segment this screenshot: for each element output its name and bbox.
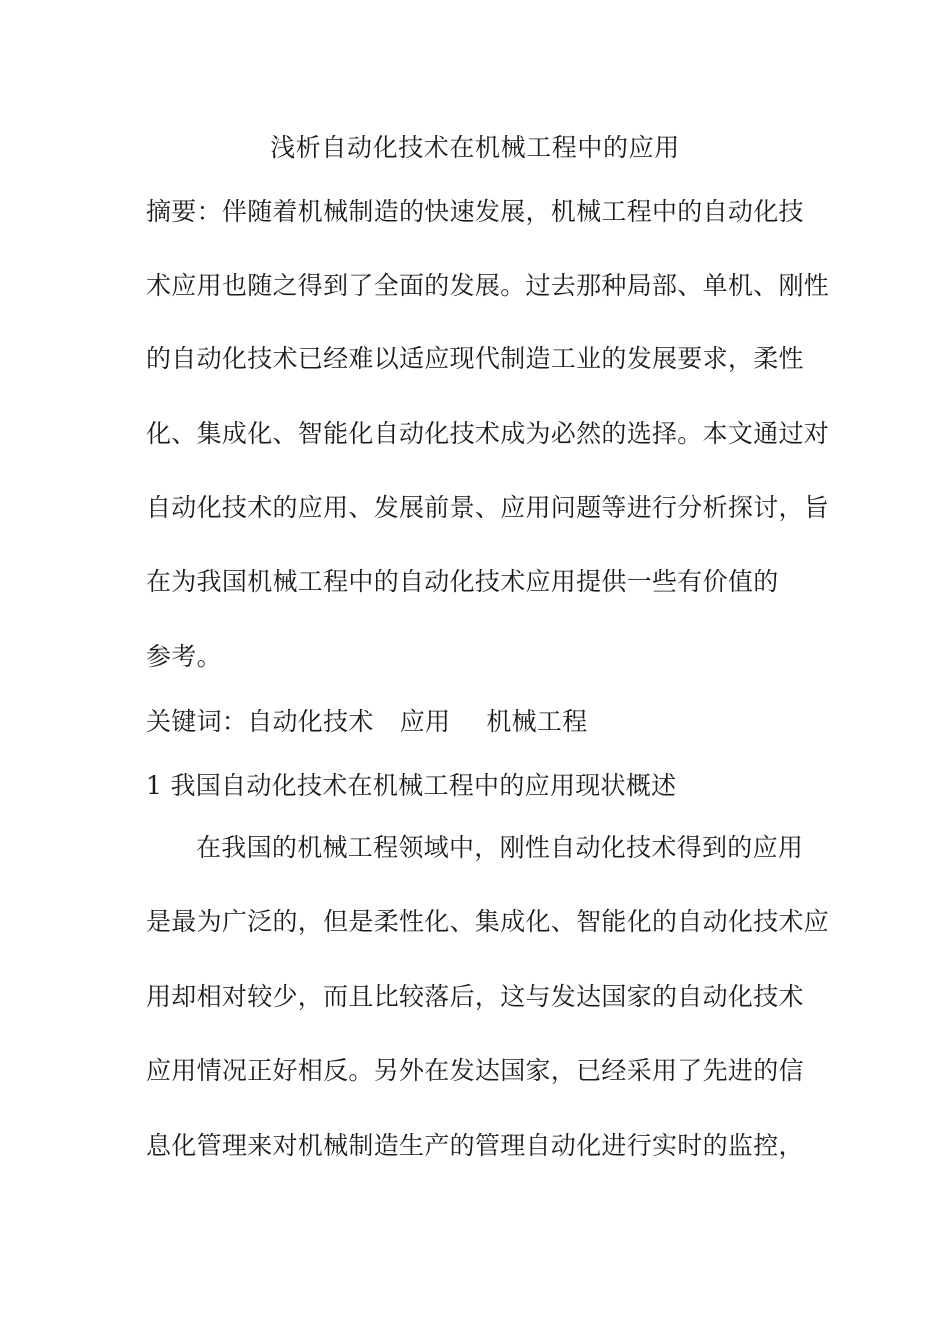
abstract-line-1: 摘要：伴随着机械制造的快速发展，机械工程中的自动化技 — [146, 197, 804, 226]
body-line-2: 是最为广泛的，但是柔性化、集成化、智能化的自动化技术应 — [146, 907, 830, 936]
abstract-line-3: 的自动化技术已经难以适应现代制造工业的发展要求，柔性 — [146, 344, 804, 373]
body-line-5: 息化管理来对机械制造生产的管理自动化进行实时的监控， — [146, 1131, 804, 1160]
document-title: 浅析自动化技术在机械工程中的应用 — [270, 133, 680, 162]
keyword-item: 应用 — [399, 707, 451, 736]
body-line-1: 在我国的机械工程领域中，刚性自动化技术得到的应用 — [196, 833, 804, 862]
keywords-line — [146, 706, 806, 738]
abstract-line-6: 在为我国机械工程中的自动化技术应用提供一些有价值的 — [146, 567, 779, 596]
abstract-line-4: 化、集成化、智能化自动化技术成为必然的选择。本文通过对 — [146, 419, 830, 448]
abstract-line-5: 自动化技术的应用、发展前景、应用问题等进行分析探讨，旨 — [146, 493, 830, 522]
body-line-4: 应用情况正好相反。另外在发达国家，已经采用了先进的信 — [146, 1056, 804, 1085]
keyword-item: 自动化技术 — [247, 707, 374, 736]
keywords-label: 关键词： — [146, 707, 248, 736]
keyword-item: 机械工程 — [486, 707, 588, 736]
section-heading: 1 我国自动化技术在机械工程中的应用现状概述 — [146, 771, 677, 800]
abstract-line-2: 术应用也随之得到了全面的发展。过去那种局部、单机、刚性 — [146, 271, 830, 300]
body-line-3: 用却相对较少，而且比较落后，这与发达国家的自动化技术 — [146, 982, 804, 1011]
abstract-line-7: 参考。 — [146, 642, 222, 671]
